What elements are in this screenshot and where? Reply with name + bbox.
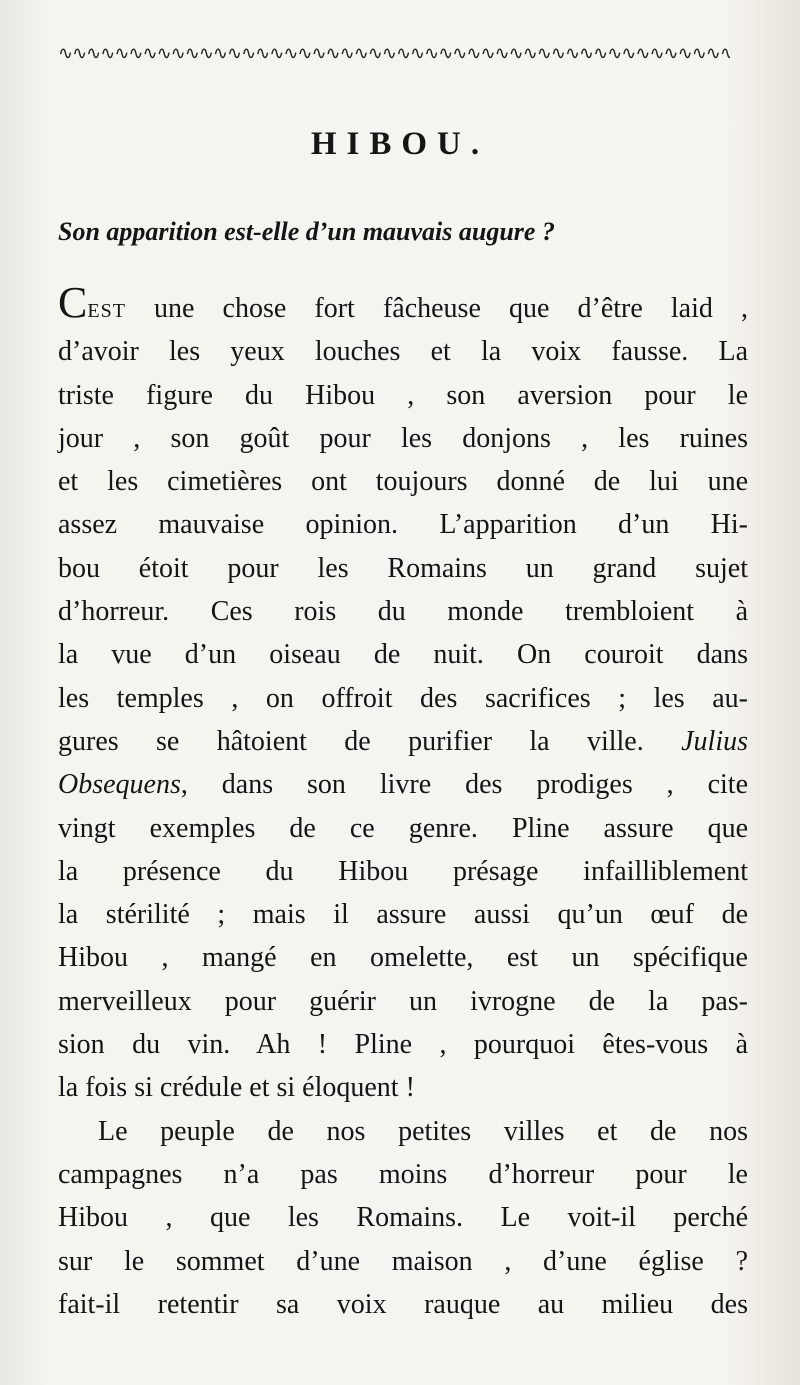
- text-line: [58, 278, 748, 330]
- text-fragment: une chose fort fâcheuse que d’être laid ,: [125, 293, 748, 324]
- body-text: [58, 278, 748, 1326]
- text-line: bou étoit pour les Romains un grand sujet: [58, 552, 748, 584]
- italic-name: Julius: [681, 725, 748, 757]
- text-line: la présence du Hibou présage infailliblement: [58, 855, 748, 887]
- small-caps-word: EST: [87, 300, 126, 322]
- text-line: sion du vin. Ah ! Pline , pourquoi êtes-vous à: [58, 1029, 748, 1061]
- text-line: vingt exemples de ce genre. Pline assure que: [58, 812, 748, 844]
- text-line: d’horreur. Ces rois du monde trembloient à: [58, 596, 748, 628]
- text-line: la fois si crédule et si éloquent !: [58, 1072, 415, 1104]
- text-line: assez mauvaise opinion. L’apparition d’un Hi-: [58, 509, 748, 541]
- text-fragment: gures se hâtoient de purifier la ville.: [58, 725, 682, 757]
- text-line: fait-il retentir sa voix rauque au milieu des: [58, 1288, 748, 1320]
- text-line: triste figure du Hibou , son aversion pour le: [58, 379, 748, 411]
- page-title: HIBOU.: [310, 126, 490, 162]
- text-line: merveilleux pour guérir un ivrogne de la pas-: [58, 985, 748, 1017]
- page-subtitle: Son apparition est-elle d’un mauvais augure ?: [58, 217, 555, 246]
- drop-cap: C: [58, 278, 88, 327]
- text-line: campagnes n’a pas moins d’horreur pour le: [58, 1158, 748, 1190]
- text-line: sur le sommet d’une maison , d’une église ?: [58, 1245, 748, 1277]
- text-line: Hibou , que les Romains. Le voit-il perché: [58, 1202, 748, 1234]
- text-line: [58, 763, 748, 806]
- text-fragment: , dans son livre des prodiges , cite: [180, 769, 748, 801]
- text-line: d’avoir les yeux louches et la voix fausse. La: [58, 336, 748, 368]
- italic-name: Obsequens: [58, 769, 181, 801]
- text-line: la vue d’un oiseau de nuit. On couroit dans: [58, 639, 748, 671]
- text-line: Hibou , mangé en omelette, est un spécifique: [58, 942, 748, 974]
- text-line: [58, 720, 748, 763]
- text-line: jour , son goût pour les donjons , les ruines: [58, 422, 748, 454]
- text-line: les temples , on offroit des sacrifices ; les au-: [58, 682, 748, 714]
- text-line: et les cimetières ont toujours donné de lui une: [58, 466, 748, 498]
- text-line: Le peuple de nos petites villes et de nos: [98, 1115, 748, 1147]
- text-line: la stérilité ; mais il assure aussi qu’un œuf de: [58, 899, 748, 931]
- ornamental-rule: [58, 46, 730, 62]
